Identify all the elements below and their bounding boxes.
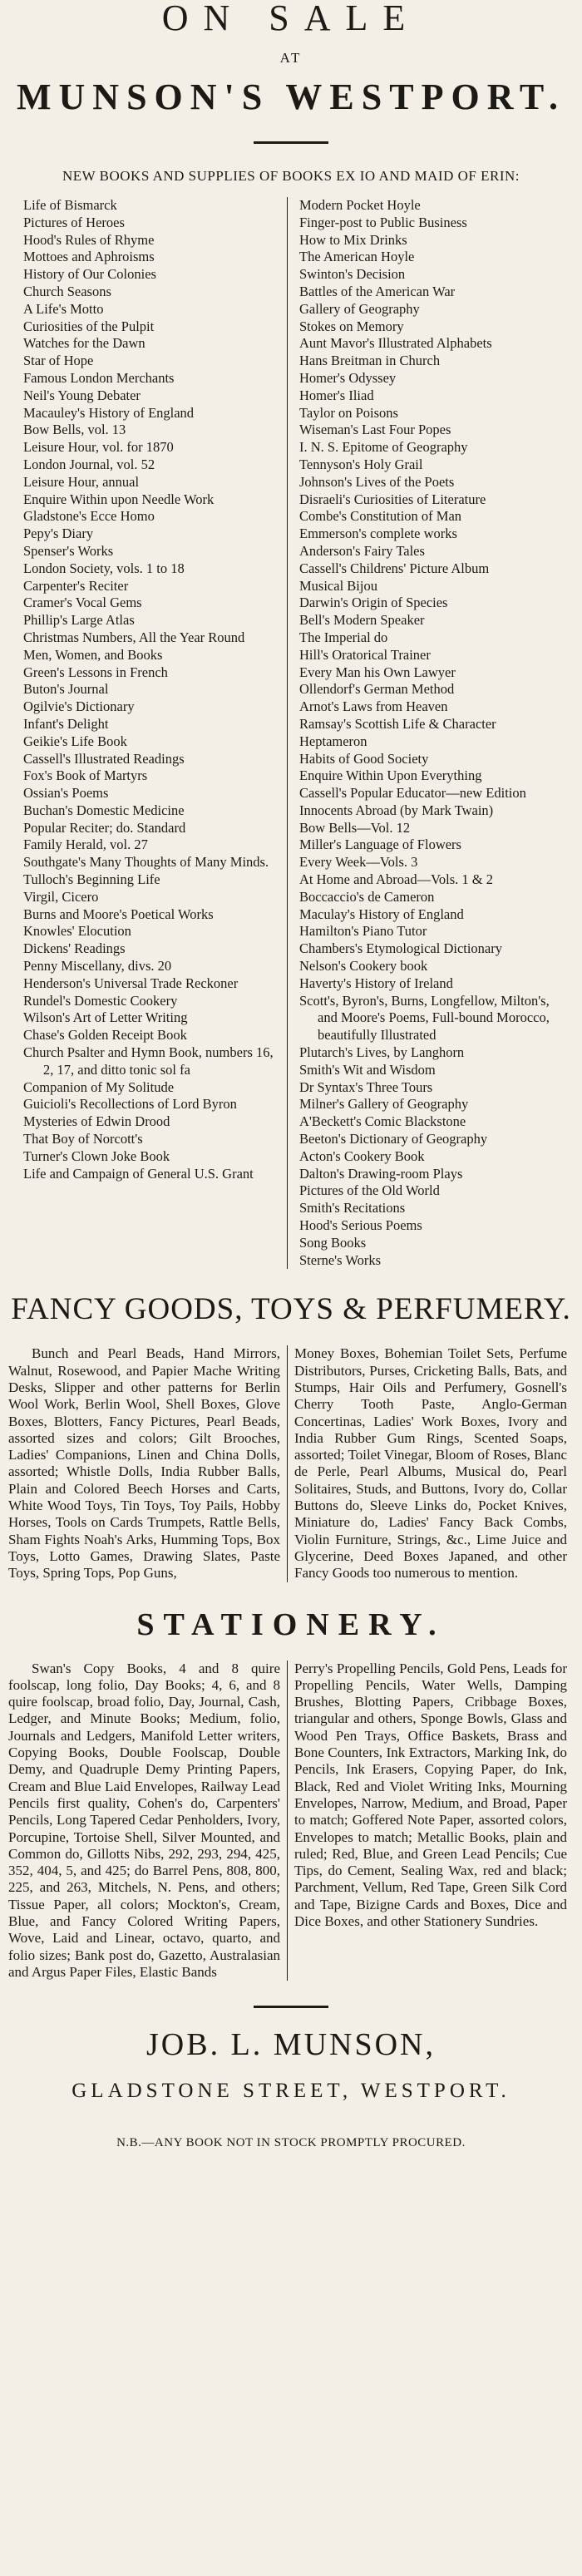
book-title: Habits of Good Society [299, 750, 429, 767]
book-title: Mysteries of Edwin Drood [23, 1113, 170, 1130]
book-title: Pictures of Heroes [23, 214, 125, 230]
book-title: Star of Hope [23, 353, 94, 369]
book-title: At Home and Abroad—Vols. 1 & 2 [299, 871, 493, 888]
book-title: Stokes on Memory [299, 318, 404, 334]
book-title: Boccaccio's de Cameron [299, 888, 435, 905]
book-title: Innocents Abroad (by Mark Twain) [299, 802, 494, 818]
book-title: Carpenter's Reciter [23, 577, 129, 594]
book-title: Rundel's Domestic Cookery [23, 992, 178, 1009]
book-title: The American Hoyle [299, 249, 415, 265]
book-title: Anderson's Fairy Tales [299, 542, 425, 559]
books-subheading: NEW BOOKS AND SUPPLIES OF BOOKS EX IO AND MAID OF ERIN: [62, 168, 520, 184]
fancy-goods-right-paragraph: Money Boxes, Bohemian Toilet Sets, Perfume Distributors, Purses, Cricketing Balls, Bats, and Stumps, Hair Oils and Perfumery, Gosnell's Cherry Tooth Paste, Anglo-German Concertinas, Ladies' Work Boxes, Ivory and India Rubber Gum Rings, Scented Soaps, assorted; Toilet Vinegar, Bloom of Roses, Blanc de Perle, Pearl Albums, Musical do, Pearl Solitaires, Studs, and Buttons, Ivory do, Collar Buttons do, Sleeve Links do, Pocket Knives, Miniature do, Ladies' Fancy Back Combs, Violin Furniture, Strings, &c., Lime Juice and Glycerine, Deed Boxes Japaned, and other Fancy Goods too numerous to mention. [294, 1345, 567, 1582]
book-title: Curiosities of the Pulpit [23, 318, 155, 334]
book-title: Hill's Oratorical Trainer [299, 646, 431, 663]
book-title: Infant's Delight [23, 715, 109, 732]
book-title: Every Man his Own Lawyer [299, 664, 456, 680]
book-title: Swinton's Decision [299, 266, 406, 283]
book-title: Acton's Cookery Book [299, 1147, 425, 1164]
book-title: Modern Pocket Hoyle [299, 197, 421, 213]
book-title: Chase's Golden Receipt Book [23, 1027, 187, 1044]
book-title: Geikie's Life Book [23, 733, 127, 749]
book-title: Hans Breitman in Church [299, 353, 441, 369]
book-title: Gallery of Geography [299, 300, 420, 317]
book-title: How to Mix Drinks [299, 231, 407, 248]
book-title: Disraeli's Curiosities of Literature [299, 491, 486, 507]
book-title: A Life's Motto [23, 300, 104, 317]
book-title: Phillip's Large Atlas [23, 612, 135, 629]
book-title: Church Psalter and Hymn Book, numbers 16, 2, 17, and ditto tonic sol fa [23, 1044, 274, 1078]
book-title: Mottoes and Aphroisms [23, 249, 155, 265]
book-title: Leisure Hour, annual [23, 473, 140, 490]
fancy-goods-right-column [288, 1345, 575, 1582]
on-sale-heading: ON SALE [161, 0, 421, 38]
book-title: London Society, vols. 1 to 18 [23, 560, 185, 576]
book-title: Companion of My Solitude [23, 1078, 175, 1095]
book-title: Hamilton's Piano Tutor [299, 923, 427, 940]
book-title: Dickens' Readings [23, 940, 126, 957]
book-title: Ollendorf's German Method [299, 681, 455, 698]
book-title: Tennyson's Holy Grail [299, 456, 423, 472]
book-title: Spenser's Works [23, 542, 114, 559]
book-title: The Imperial do [299, 629, 388, 645]
book-title: Burns and Moore's Poetical Works [23, 906, 214, 922]
book-title: Turner's Clown Joke Book [23, 1147, 170, 1164]
book-title: London Journal, vol. 52 [23, 456, 155, 472]
book-title: Miller's Language of Flowers [299, 836, 461, 853]
book-title: Dalton's Drawing-room Plays [299, 1165, 463, 1182]
shop-name-heading: MUNSON'S WESTPORT. [16, 76, 566, 117]
book-title: Aunt Mavor's Illustrated Alphabets [299, 335, 492, 352]
book-title: Cassell's Illustrated Readings [23, 750, 185, 767]
book-title: Heptameron [299, 733, 367, 749]
book-title: Pepy's Diary [23, 526, 94, 542]
book-title: Christmas Numbers, All the Year Round [23, 629, 245, 645]
at-line: AT [279, 50, 303, 66]
book-list-right-column [288, 197, 575, 1269]
book-title: Pictures of the Old World [299, 1182, 440, 1199]
book-title: Homer's Iliad [299, 387, 374, 403]
book-title: Smith's Wit and Wisdom [299, 1061, 436, 1078]
book-list [0, 197, 582, 1269]
proprietor-name: JOB. L. MUNSON, [146, 2027, 436, 2063]
footer-note: N.B.—ANY BOOK NOT IN STOCK PROMPTLY PROCURED. [116, 2136, 466, 2150]
book-title: I. N. S. Epitome of Geography [299, 439, 468, 456]
fancy-goods-left-paragraph: Bunch and Pearl Beads, Hand Mirrors, Walnut, Rosewood, and Papier Mache Writing Desks, Slipper and other patterns for Berlin Wool Work, Berlin Wool, Shell Boxes, Glove Boxes, Blotters, Fancy Pictures, Pearl Beads, assorted sizes and colors; Gilt Brooches, Ladies' Companions, Linen and China Dolls, assorted; Whistle Dolls, India Rubber Balls, Plain and Colored Beech Horses and Carts, White Wood Toys, Tin Toys, Toy Pails, Hobby Horses, Tools on Cards Trumpets, Rattle Bells, Sham Fights Noah's Arks, Humming Tops, Box Toys, Lotto Games, Drawing Slates, Paste Toys, Spring Tops, Pop Guns, [8, 1345, 280, 1582]
stationery-left-column [0, 1661, 288, 1981]
book-title: History of Our Colonies [23, 266, 156, 283]
book-title: Musical Bijou [299, 577, 377, 594]
book-title: Cassell's Childrens' Picture Album [299, 560, 490, 576]
divider-rule [254, 141, 328, 144]
book-title: Battles of the American War [299, 283, 456, 299]
book-title: Guicioli's Recollections of Lord Byron [23, 1096, 237, 1113]
book-title: Enquire Within Upon Everything [299, 767, 482, 784]
book-title: Family Herald, vol. 27 [23, 836, 148, 853]
fancy-goods-left-column [0, 1345, 288, 1582]
book-title: Neil's Young Debater [23, 387, 141, 403]
book-title: Finger-post to Public Business [299, 214, 467, 230]
book-title: Wiseman's Last Four Popes [299, 422, 451, 438]
book-title: Bow Bells—Vol. 12 [299, 819, 411, 836]
book-title: Cramer's Vocal Gems [23, 595, 142, 611]
book-title: Southgate's Many Thoughts of Many Minds. [23, 854, 269, 871]
book-title: Ossian's Poems [23, 785, 109, 802]
book-title: Macauley's History of England [23, 404, 195, 421]
book-title: Virgil, Cicero [23, 888, 99, 905]
book-title: Fox's Book of Martyrs [23, 767, 148, 784]
book-title: Leisure Hour, vol. for 1870 [23, 439, 174, 456]
book-title: Emmerson's complete works [299, 526, 457, 542]
book-title: Church Seasons [23, 283, 111, 299]
book-title: Green's Lessons in French [23, 664, 168, 680]
book-title: A'Beckett's Comic Blackstone [299, 1113, 466, 1130]
book-title: Darwin's Origin of Species [299, 595, 448, 611]
book-title: Maculay's History of England [299, 906, 464, 922]
stationery-text [0, 1661, 582, 1981]
book-title: Buton's Journal [23, 681, 109, 698]
book-title: Bell's Modern Speaker [299, 612, 425, 629]
book-title: Ramsay's Scottish Life & Character [299, 715, 496, 732]
book-title: Men, Women, and Books [23, 646, 163, 663]
book-title: Cassell's Popular Educator—new Edition [299, 785, 526, 802]
book-title: Life of Bismarck [23, 197, 117, 213]
book-title: Gladstone's Ecce Homo [23, 508, 155, 525]
book-title: Watches for the Dawn [23, 335, 146, 352]
book-title: That Boy of Norcott's [23, 1131, 143, 1147]
divider-rule [254, 2006, 328, 2008]
book-title: Beeton's Dictionary of Geography [299, 1131, 488, 1147]
fancy-goods-heading: FANCY GOODS, TOYS & PERFUMERY. [11, 1292, 571, 1327]
book-title: Taylor on Poisons [299, 404, 398, 421]
book-title: Hood's Serious Poems [299, 1217, 422, 1234]
fancy-goods-text [0, 1345, 582, 1582]
book-title: Penny Miscellany, divs. 20 [23, 958, 172, 975]
book-title: Milner's Gallery of Geography [299, 1096, 469, 1113]
stationery-right-paragraph: Perry's Propelling Pencils, Gold Pens, Leads for Propelling Pencils, Water Wells, Damping Brushes, Blotting Papers, Cribbage Boxes, triangular and others, Sponge Bowls, Glass and Wood Pen Trays, Office Baskets, Brass and Bone Counters, Ink Extractors, Marking Ink, do Pencils, Ink Erasers, Copying Paper, do Ink, Black, Red and Violet Writing Inks, Mourning Envelopes, Narrow, Medium, and Broad, Paper to match; Goffered Note Paper, assorted colors, Envelopes to match; Metallic Books, plain and ruled; Red, Blue, and Green Lead Pencils; Cue Tips, do Cement, Sealing Wax, red and black; Parchment, Vellum, Red Tape, Green Silk Cord and Tape, Bizigne Cards and Boxes, Dice and Dice Boxes, and other Stationery Sundries. [294, 1660, 567, 1930]
book-title: Sterne's Works [299, 1251, 382, 1268]
book-title: Plutarch's Lives, by Langhorn [299, 1044, 465, 1061]
book-title: Combe's Constitution of Man [299, 508, 462, 525]
book-title: Johnson's Lives of the Poets [299, 473, 455, 490]
stationery-heading: STATIONERY. [136, 1606, 446, 1642]
book-title: Every Week—Vols. 3 [299, 854, 418, 871]
book-title: Nelson's Cookery book [299, 958, 428, 975]
book-title: Song Books [299, 1234, 367, 1251]
book-title: Buchan's Domestic Medicine [23, 802, 185, 818]
book-title: Chambers's Etymological Dictionary [299, 940, 503, 957]
book-title: Enquire Within upon Needle Work [23, 491, 215, 507]
book-title: Arnot's Laws from Heaven [299, 698, 448, 715]
stationery-left-paragraph: Swan's Copy Books, 4 and 8 quire foolscap, long folio, Day Books; 4, 6, and 8 quire foolscap, broad folio, Day, Journal, Cash, Ledger, and Minute Books; Medium, folio, Journals and Ledgers, Manifold Letter writers, Copying Books, Double Foolscap, Double Demy, and Quadruple Demy Printing Papers, Cream and Blue Laid Envelopes, Railway Lead Pencils first quality, Cohen's do, Carpenters' Pencils, Long Tapered Cedar Penholders, Ivory, Porcupine, Tortoise Shell, Silver Mounted, and Common do, Gillotts Nibs, 292, 293, 294, 425, 352, 404, 5, and 425; do Barrel Pens, 808, 800, 225, and 263, Mitchels, N. Pens, and others; Tissue Paper, all colors; Mockton's, Cream, Blue, and Fancy Colored Writing Papers, Wove, Laid and Linear, octavo, quarto, and folio sizes; Bank post do, Gazetto, Australasian and Argus Paper Files, Elastic Bands [8, 1660, 280, 1980]
book-title: Tulloch's Beginning Life [23, 871, 160, 888]
book-title: Life and Campaign of General U.S. Grant [23, 1165, 254, 1182]
book-title: Henderson's Universal Trade Reckoner [23, 975, 239, 991]
book-title: Scott's, Byron's, Burns, Longfellow, Milton's, and Moore's Poems, Full-bound Morocco, beautifully Illustrated [299, 992, 550, 1044]
stationery-right-column [288, 1661, 575, 1981]
shop-address: GLADSTONE STREET, WESTPORT. [72, 2080, 510, 2103]
book-title: Smith's Recitations [299, 1200, 406, 1216]
book-title: Famous London Merchants [23, 369, 175, 386]
book-title: Knowles' Elocution [23, 923, 131, 940]
book-title: Hood's Rules of Rhyme [23, 231, 155, 248]
book-title: Wilson's Art of Letter Writing [23, 1009, 188, 1026]
book-title: Dr Syntax's Three Tours [299, 1078, 433, 1095]
book-title: Bow Bells, vol. 13 [23, 422, 126, 438]
book-title: Haverty's History of Ireland [299, 975, 453, 991]
book-title: Homer's Odyssey [299, 369, 397, 386]
book-list-left-column [0, 197, 288, 1269]
book-title: Popular Reciter; do. Standard [23, 819, 186, 836]
book-title: Ogilvie's Dictionary [23, 698, 135, 715]
